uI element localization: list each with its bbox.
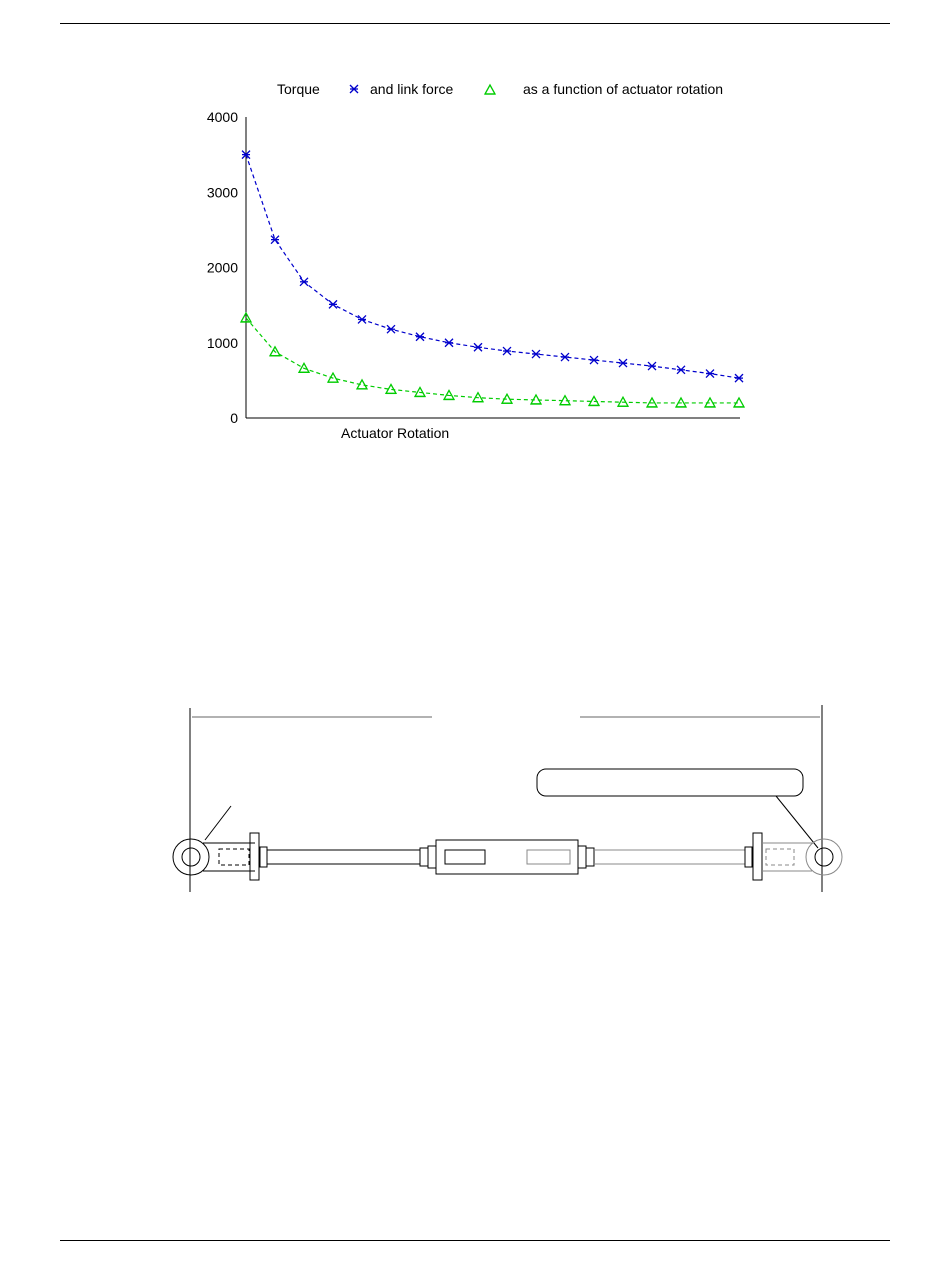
left-jam-nut-2 — [428, 846, 436, 868]
callout-box — [537, 769, 803, 796]
title-link-force: and link force — [370, 81, 454, 97]
title-function: as a function of actuator rotation — [523, 81, 724, 97]
right-rod-end-shank — [762, 843, 812, 871]
right-jam-nut — [578, 846, 586, 868]
right-jam-nut-2 — [586, 848, 594, 866]
y-tick-label: 1000 — [206, 334, 238, 351]
y-tick-label: 3000 — [206, 184, 238, 201]
right-flange — [753, 833, 762, 880]
left-thread-hidden — [219, 849, 249, 865]
turnbuckle-body — [436, 840, 578, 874]
y-tick-label: 0 — [230, 410, 238, 426]
left-flange — [250, 833, 259, 880]
callout-leader-left — [205, 806, 231, 840]
left-jam-nut — [420, 848, 428, 866]
left-rod-end — [173, 833, 267, 880]
callout-leader-right — [776, 796, 818, 848]
turnbuckle-slot-left — [445, 850, 485, 864]
title-torque: Torque — [277, 81, 320, 97]
right-rod — [594, 850, 745, 864]
y-tick-label: 4000 — [206, 109, 238, 125]
left-eye-inner — [182, 848, 200, 866]
left-rod — [267, 850, 420, 864]
right-thread-hidden — [766, 849, 794, 865]
right-nut — [745, 847, 752, 867]
turnbuckle-slot-right — [527, 850, 570, 864]
footer-rule — [60, 1240, 890, 1241]
y-tick-label: 2000 — [206, 259, 238, 276]
left-nut — [260, 847, 267, 867]
right-eye-inner — [815, 848, 833, 866]
left-rod-end-shank — [203, 843, 255, 871]
right-eye-outer — [806, 839, 842, 875]
x-axis-label: Actuator Rotation — [341, 425, 450, 441]
right-rod-end — [745, 833, 842, 880]
left-eye-outer — [173, 839, 209, 875]
